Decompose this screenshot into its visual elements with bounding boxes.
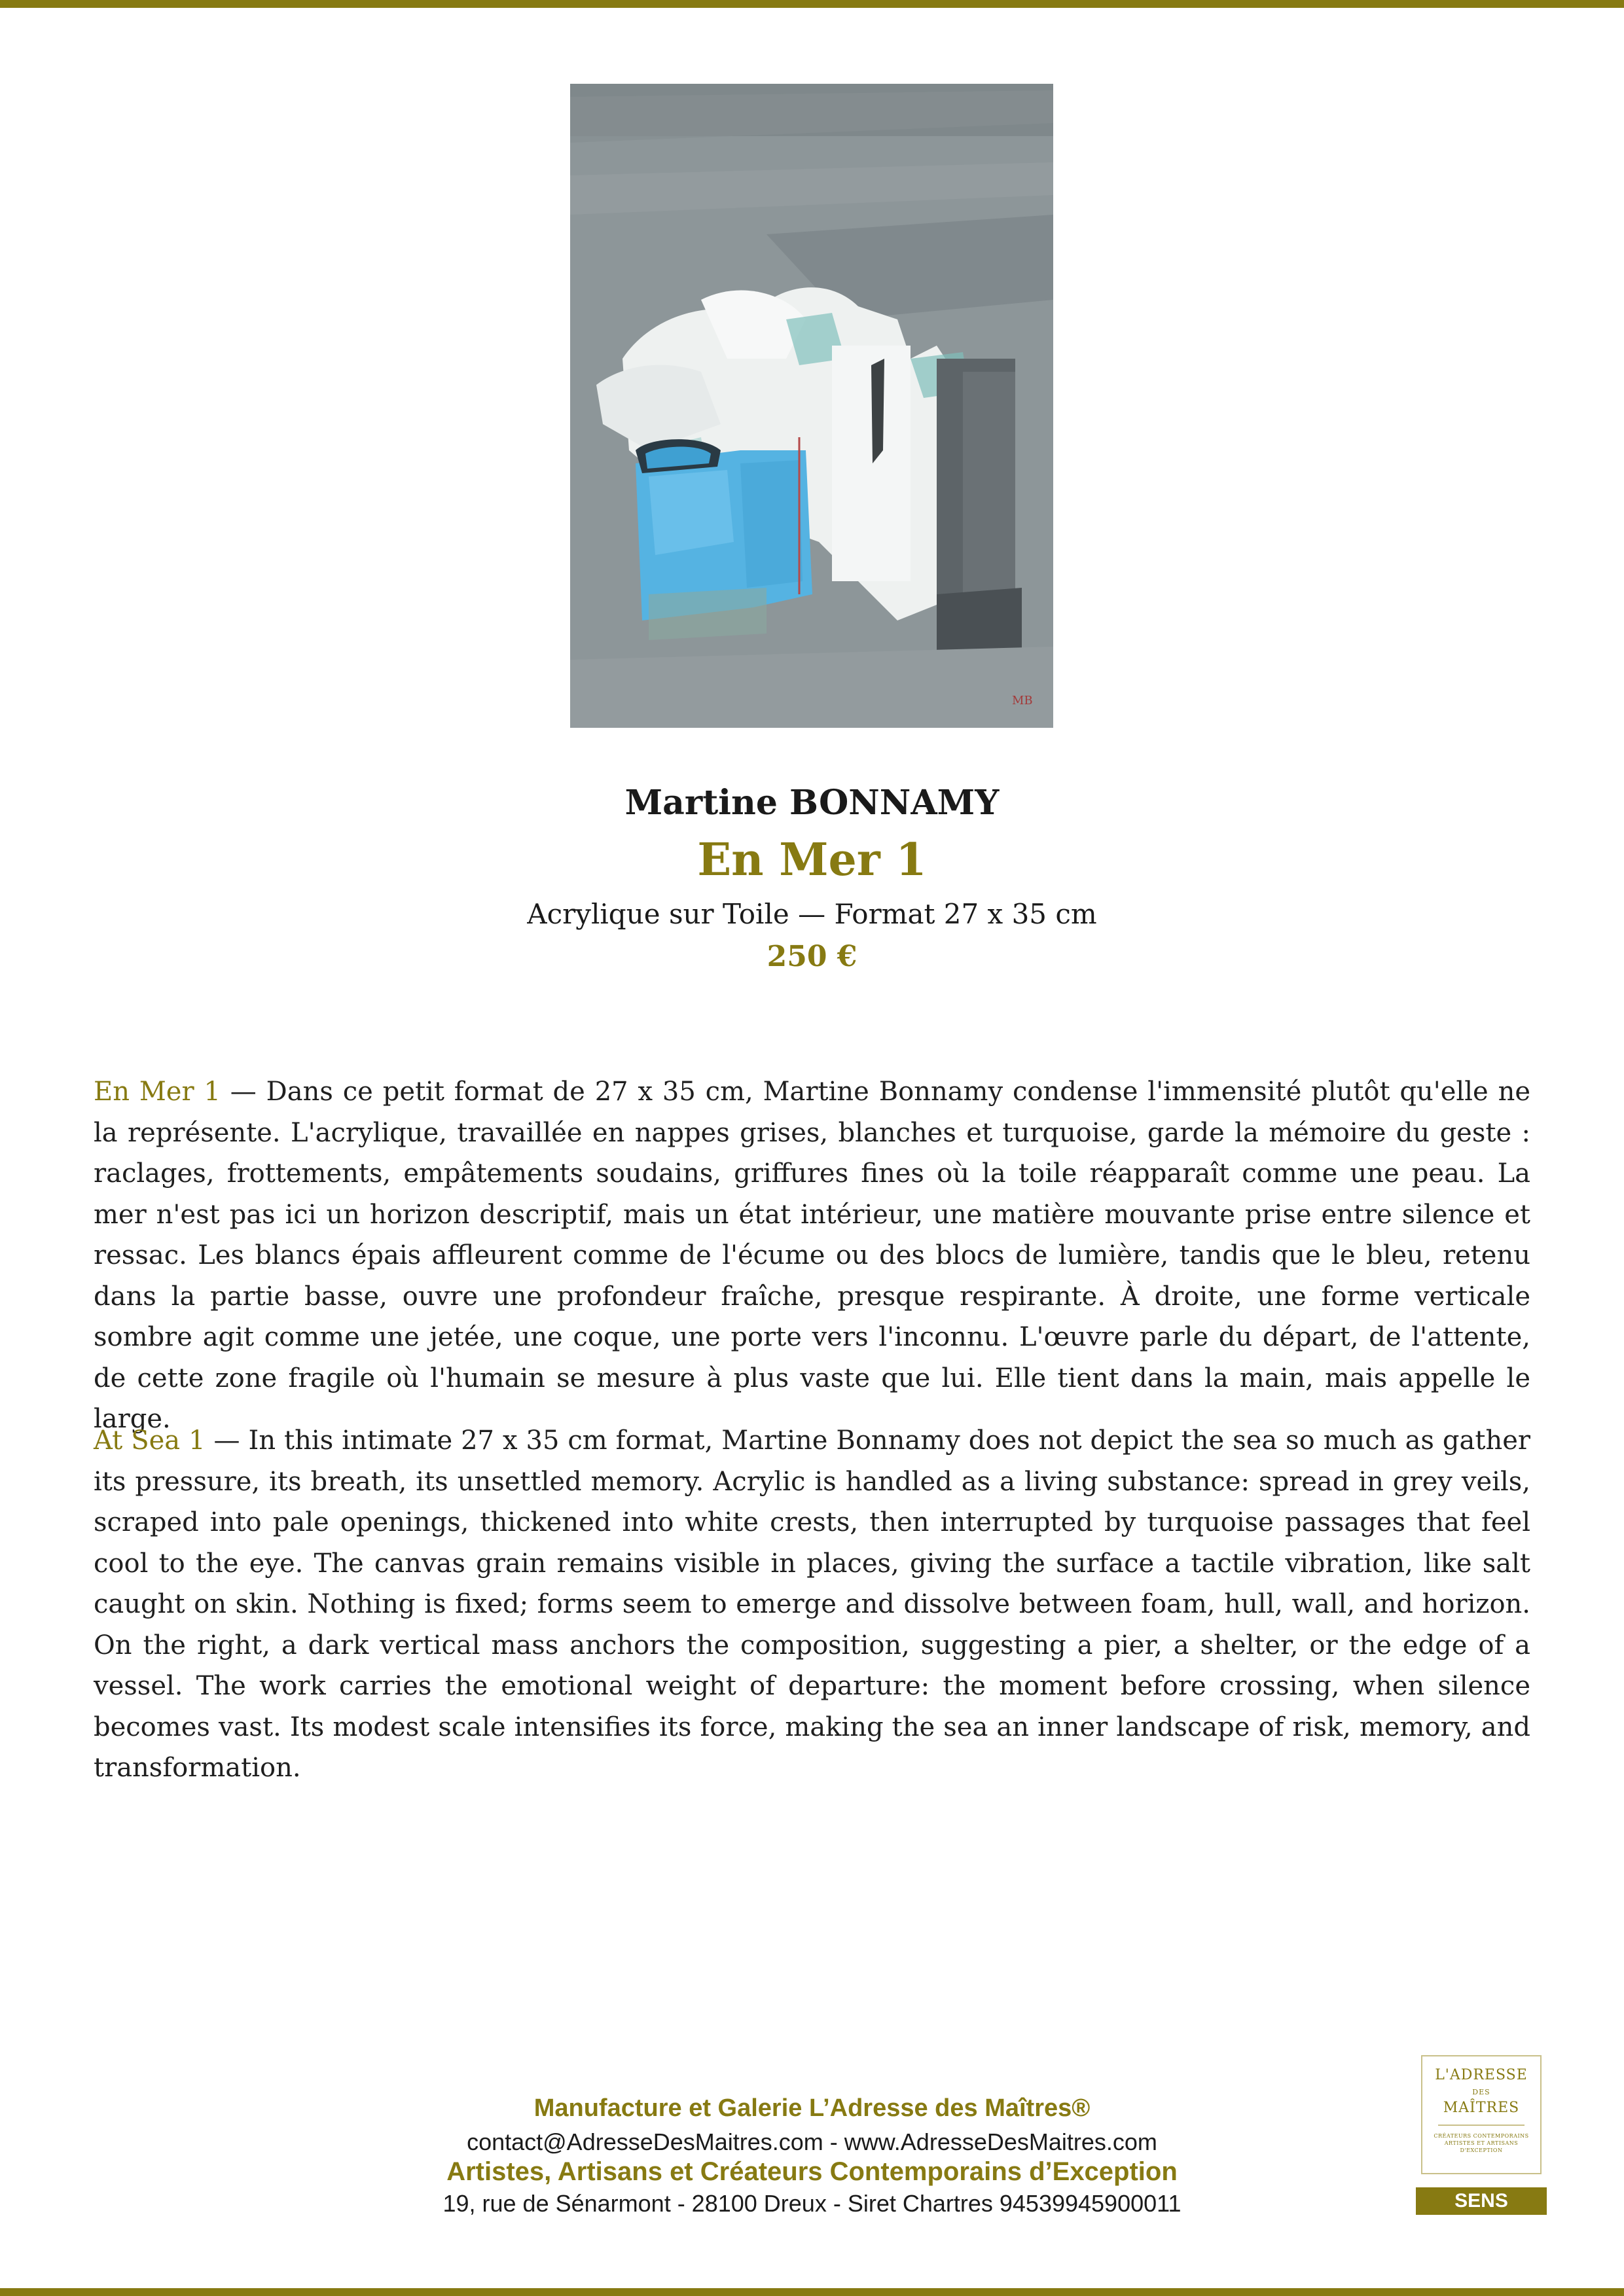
- footer-address: 19, rue de Sénarmont - 28100 Dreux - Siret Chartres 94539945900011: [442, 2190, 1182, 2217]
- footer-contact: contact@AdresseDesMaitres.com - www.AdresseDesMaitres.com: [467, 2128, 1157, 2155]
- logo-divider: [1438, 2125, 1525, 2126]
- description-english-text: — In this intimate 27 x 35 cm format, Martine Bonnamy does not depict the sea so much as gather its pressure, its breath, its unsettled memory. Acrylic is handled as a living substance: spread in grey veils, scraped into pale openings, thickened into white crests, then interrupted by turquoise passages that feel cool to the eye. The canvas grain remains visible in places, giving the surface a tactile vibration, like salt caught on skin. Nothing is fixed; forms seem to emerge and dissolve between foam, hull, wall, and horizon. On the right, a dark vertical mass anchors the composition, suggesting a pier, a shelter, or the edge of a vessel. The work carries the emotional weight of departure: the moment before crossing, when silence becomes vast. Its modest scale intensifies its force, making the sea an inner landscape of risk, memory, and transformation.: [94, 1426, 1530, 1783]
- logo-subtitle: CRÉATEURS CONTEMPORAINS ARTISTES ET ARTISANS D'EXCEPTION: [1434, 2133, 1529, 2153]
- logo-line-3: MAÎTRES: [1443, 2100, 1520, 2116]
- description-english-lead: At Sea 1: [94, 1426, 206, 1456]
- painting-signature: MB: [1012, 694, 1033, 708]
- artwork-price: 250 €: [767, 940, 857, 973]
- description-english: [94, 1420, 1530, 1789]
- description-french-text: — Dans ce petit format de 27 x 35 cm, Martine Bonnamy condense l'immensité plutôt qu'elle ne la représente. L'acrylique, travaillée en nappes grises, blanches et turquoise, garde la mémoire du geste : raclages, frottements, empâtements soudains, griffures fines où la toile réapparaît comme une peau. La mer n'est pas ici un horizon descriptif, mais un état intérieur, une matière mouvante prise entre silence et ressac. Les blancs épais affleurent comme de l'écume ou des blocs de lumière, tandis que le bleu, retenu dans la partie basse, ouvre une profondeur fraîche, presque respirante. À droite, une forme verticale sombre agit comme une jetée, une coque, une porte vers l'inconnu. L'œuvre parle du départ, de l'attente, de cette zone fragile où l'humain se mesure à plus vaste que lui. Elle tient dans la main, mais appelle le large.: [94, 1077, 1530, 1434]
- artwork-title: En Mer 1: [697, 834, 927, 886]
- footer-gallery-name: Manufacture et Galerie L’Adresse des Maîtres®: [533, 2094, 1091, 2122]
- artist-name: Martine BONNAMY: [624, 783, 1000, 823]
- bottom-rule: [0, 2288, 1624, 2296]
- description-french: [94, 1071, 1530, 1440]
- painting-en-mer-1: [570, 84, 1053, 728]
- footer-tagline: Artistes, Artisans et Créateurs Contemporains d’Exception: [446, 2157, 1178, 2186]
- logo-line-2: DES: [1472, 2088, 1490, 2096]
- sens-badge: SENS: [1416, 2187, 1547, 2215]
- top-rule: [0, 0, 1624, 8]
- artwork-medium-format: Acrylique sur Toile — Format 27 x 35 cm: [527, 898, 1097, 930]
- gallery-logo: [1421, 2055, 1542, 2174]
- artwork-image: [570, 84, 1053, 728]
- logo-line-1: L'ADRESSE: [1435, 2067, 1528, 2083]
- description-french-lead: En Mer 1: [94, 1077, 221, 1107]
